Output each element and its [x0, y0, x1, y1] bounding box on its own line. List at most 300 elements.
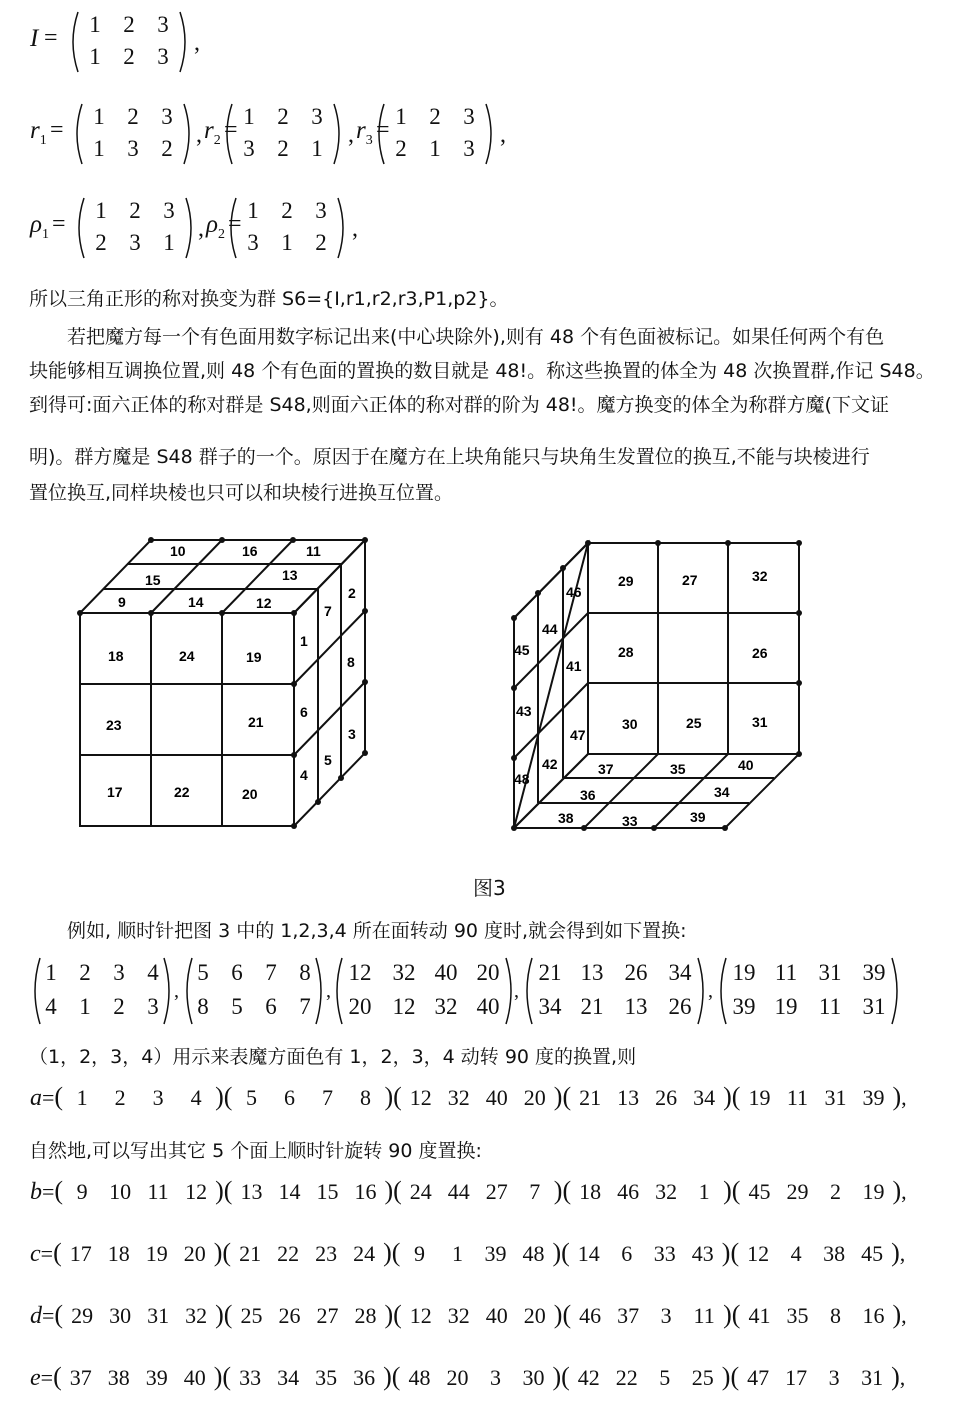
matrix-cell: 2 [127, 104, 139, 129]
cycle-element: 21 [239, 1241, 262, 1266]
comma: , [901, 1179, 907, 1204]
face-label: 20 [242, 786, 258, 802]
matrix-cell: 7 [265, 960, 277, 985]
cycle-element: 12 [409, 1085, 432, 1110]
cycle-line-a [30, 1082, 907, 1112]
cycle-element: 24 [409, 1179, 432, 1204]
cycle-element: 19 [862, 1179, 885, 1204]
open-paren: ( [393, 1082, 402, 1111]
comma: , [194, 30, 200, 56]
matrix-cell: 3 [243, 136, 255, 161]
cycle-element: 5 [659, 1365, 671, 1390]
cycle-element: 31 [824, 1085, 847, 1110]
face-label: 19 [246, 649, 262, 665]
close-paren: ) [213, 1362, 223, 1391]
close-paren: ) [384, 1082, 394, 1111]
equals-sign: = [40, 1365, 54, 1390]
cycle-element: 29 [71, 1303, 94, 1328]
cycle-element: 14 [577, 1241, 600, 1266]
equals-sign: = [376, 117, 390, 143]
cycle-element: 16 [354, 1179, 377, 1204]
cycle-element: 39 [484, 1241, 507, 1266]
cycle-element: 2 [829, 1179, 841, 1204]
face-label: 42 [542, 756, 558, 772]
cycle-element: 6 [621, 1241, 633, 1266]
face-label: 24 [179, 648, 195, 664]
cycle-element: 13 [240, 1179, 263, 1204]
matrix-cell: 1 [429, 136, 441, 161]
cycle-element: 22 [277, 1241, 300, 1266]
close-paren: ) [892, 1082, 902, 1111]
matrix-cell: 31 [862, 994, 886, 1019]
face-label: 46 [566, 584, 582, 600]
face-label: 32 [752, 568, 768, 584]
close-paren: ) [892, 1176, 902, 1205]
matrix-cell: 6 [231, 960, 243, 985]
cycle-element: 34 [693, 1085, 716, 1110]
matrix-cell: 5 [231, 994, 243, 1019]
face-label: 9 [118, 594, 126, 610]
permutation-matrix [72, 196, 198, 260]
open-paren: ( [223, 1300, 233, 1329]
face-label: 1 [300, 633, 308, 649]
face-label: 2 [348, 585, 356, 601]
face-label: 25 [686, 715, 702, 731]
cycle-element: 11 [693, 1303, 715, 1328]
close-paren: ) [892, 1300, 902, 1329]
matrix-cell: 40 [434, 960, 458, 985]
matrix-cell: 31 [818, 960, 842, 985]
matrix-cell: 12 [392, 994, 416, 1019]
matrix-cell: 4 [45, 994, 57, 1019]
comma: , [352, 216, 358, 242]
cycle-element: 15 [316, 1179, 339, 1204]
cycle-element: 1 [698, 1179, 710, 1204]
cycle-line-c [30, 1238, 905, 1268]
cycle-element: 6 [283, 1085, 295, 1110]
open-paren: ( [730, 1238, 740, 1267]
open-paren: ( [53, 1238, 62, 1267]
paragraph-line: 到得可:面六正体的称对群是 S48,则面六正体的称对群的阶为 48!。魔方换变的体全为称群方魔(下文证 [29, 394, 889, 416]
matrix-name: $\rho_1$ [30, 211, 49, 242]
cycle-element: 30 [522, 1365, 545, 1390]
cycle-element: 24 [353, 1241, 376, 1266]
open-paren: ( [562, 1176, 572, 1205]
matrix-cell: 3 [311, 104, 323, 129]
cycle-element: 12 [409, 1303, 432, 1328]
cycle-element: 3 [152, 1085, 164, 1110]
close-paren: ) [552, 1362, 562, 1391]
cycle-element: 38 [823, 1241, 846, 1266]
open-paren: ( [54, 1176, 64, 1205]
close-paren: ) [384, 1300, 394, 1329]
cycle-element: 7 [321, 1085, 333, 1110]
face-label: 37 [598, 761, 614, 777]
face-label: 36 [580, 787, 596, 803]
cycle-element: 45 [748, 1179, 771, 1204]
open-paren: ( [391, 1362, 401, 1391]
face-label: 8 [347, 654, 355, 670]
comma: , [901, 1085, 907, 1110]
paragraph-line: 置位换互,同样块棱也只可以和块棱行进换互位置。 [29, 482, 454, 504]
matrix-cell: 2 [129, 198, 141, 223]
face-label: 15 [145, 572, 161, 588]
cycle-element: 25 [240, 1303, 263, 1328]
cycle-element: 34 [277, 1365, 300, 1390]
face-label: 40 [738, 757, 754, 773]
equals-sign: = [42, 1085, 55, 1110]
cycle-element: 4 [190, 1085, 202, 1110]
close-paren: ) [723, 1082, 732, 1111]
cycle-element: 27 [316, 1303, 339, 1328]
matrix-cell: 2 [429, 104, 441, 129]
cycle-element: 12 [747, 1241, 770, 1266]
cycle-element: 36 [353, 1365, 376, 1390]
matrix-cell: 1 [247, 198, 259, 223]
comma: , [326, 980, 331, 1002]
cycle-element: 20 [523, 1085, 546, 1110]
permutation-matrix [522, 956, 708, 1026]
matrix-cell: 13 [580, 960, 604, 985]
matrix-cell: 3 [129, 230, 141, 255]
matrix-cell: 1 [163, 230, 175, 255]
cycle-element: 20 [523, 1303, 546, 1328]
close-paren: ) [383, 1238, 392, 1267]
comma: , [514, 980, 519, 1002]
open-paren: ( [223, 1176, 233, 1205]
matrix-r-row [30, 102, 510, 166]
equals-sign: = [44, 25, 58, 51]
matrix-cell: 13 [624, 994, 648, 1019]
open-paren: ( [561, 1238, 570, 1267]
open-paren: ( [54, 1300, 64, 1329]
face-label: 28 [618, 644, 634, 660]
matrix-cell: 3 [163, 198, 175, 223]
face-label: 17 [107, 784, 123, 800]
cycle-line-d [30, 1300, 907, 1330]
matrix-cell: 39 [732, 994, 756, 1019]
permutation-name: e [30, 1365, 41, 1391]
cycle-element: 19 [145, 1241, 168, 1266]
permutation-matrix [332, 956, 516, 1026]
example-text: 例如, 顺时针把图 3 中的 1,2,3,4 所在面转动 90 度时,就会得到如下置换: [29, 920, 687, 942]
face-label: 44 [542, 621, 558, 637]
comma: , [196, 122, 202, 148]
cycle-element: 35 [786, 1303, 809, 1328]
face-label: 43 [516, 703, 532, 719]
matrix-cell: 39 [862, 960, 886, 985]
permutation-matrix [180, 956, 328, 1026]
cycle-element: 45 [861, 1241, 884, 1266]
face-label: 38 [558, 810, 574, 826]
close-paren: ) [213, 1238, 223, 1267]
face-label: 41 [566, 658, 582, 674]
group-statement: 所以三角正形的称对换变为群 S6={I,r1,r2,r3,P1,p2}。 [29, 288, 509, 310]
close-paren: ) [553, 1082, 563, 1111]
close-paren: ) [721, 1238, 731, 1267]
face-label: 14 [188, 594, 204, 610]
cycle-element: 9 [413, 1241, 425, 1266]
permutation-matrix [220, 102, 346, 166]
cycle-element: 5 [245, 1085, 257, 1110]
equals-sign: = [228, 211, 242, 237]
permutation-name: c [30, 1241, 41, 1267]
matrix-cell: 11 [818, 994, 842, 1019]
open-paren: ( [223, 1082, 233, 1111]
matrix-cell: 3 [113, 960, 125, 985]
matrix-cell: 1 [93, 104, 105, 129]
close-paren: ) [215, 1300, 224, 1329]
matrix-cell: 5 [197, 960, 209, 985]
permutation-matrix [224, 196, 350, 260]
open-paren: ( [731, 1082, 741, 1111]
matrix-cell: 8 [197, 994, 209, 1019]
face-label: 23 [106, 717, 122, 733]
cycle-element: 40 [485, 1303, 508, 1328]
equals-sign: = [42, 1303, 55, 1328]
equals-sign: = [224, 117, 238, 143]
cycle-element: 46 [579, 1303, 602, 1328]
open-paren: ( [53, 1362, 62, 1391]
close-paren: ) [721, 1362, 731, 1391]
open-paren: ( [54, 1082, 64, 1111]
matrix-cell: 11 [774, 960, 798, 985]
face-label: 35 [670, 761, 686, 777]
matrix-cell: 2 [395, 136, 407, 161]
cycle-element: 13 [617, 1085, 640, 1110]
matrix-cell: 8 [299, 960, 311, 985]
cycle-element: 35 [315, 1365, 338, 1390]
cycle-element: 40 [183, 1365, 206, 1390]
cycle-element: 28 [354, 1303, 377, 1328]
face-label: 34 [714, 784, 730, 800]
equals-sign: = [40, 1241, 54, 1266]
cycle-element: 46 [617, 1179, 640, 1204]
cycle-element: 39 [145, 1365, 168, 1390]
open-paren: ( [731, 1300, 741, 1329]
matrix-cell: 3 [247, 230, 259, 255]
face-label: 18 [108, 648, 124, 664]
cycle-element: 1 [451, 1241, 463, 1266]
cycle-element: 7 [529, 1179, 541, 1204]
open-paren: ( [393, 1300, 402, 1329]
matrix-cell: 26 [668, 994, 692, 1019]
figure-caption: 图3 [473, 876, 506, 900]
cycle-element: 41 [748, 1303, 771, 1328]
matrix-cell: 7 [299, 994, 311, 1019]
permutation-matrix [716, 956, 902, 1026]
matrix-cell: 1 [281, 230, 293, 255]
cycle-element: 27 [485, 1179, 508, 1204]
open-paren: ( [562, 1082, 572, 1111]
close-paren: ) [723, 1176, 732, 1205]
cycle-element: 37 [69, 1365, 92, 1390]
matrix-cell: 32 [434, 994, 458, 1019]
cycle-element: 20 [446, 1365, 469, 1390]
face-label: 13 [282, 567, 298, 583]
matrix-cell: 3 [315, 198, 327, 223]
matrix-cell: 3 [463, 104, 475, 129]
open-paren: ( [391, 1238, 401, 1267]
face-label: 31 [752, 714, 768, 730]
comma: , [899, 1241, 906, 1266]
cycle-element: 48 [522, 1241, 545, 1266]
matrix-cell: 3 [161, 104, 173, 129]
face-label: 47 [570, 727, 586, 743]
close-paren: ) [552, 1238, 562, 1267]
paragraph-line: 块能够相互调换位置,则 48 个有色面的置换的数目就是 48!。称这些换置的体全为 48 次换置群,作记 S48。 [29, 360, 935, 382]
equals-sign: = [50, 117, 64, 143]
cycle-element: 31 [861, 1365, 884, 1390]
cycle-element: 22 [615, 1365, 638, 1390]
paragraph-line: 明)。群方魔是 S48 群子的一个。原因于在魔方在上块角能只与块角生发置位的换互,不能与块棱进行 [29, 446, 870, 468]
matrix-cell: 2 [277, 104, 289, 129]
cycle-element: 12 [185, 1179, 208, 1204]
equals-sign: = [52, 211, 66, 237]
matrix-cell: 2 [161, 136, 173, 161]
face-label: 5 [324, 752, 332, 768]
matrix-cell: 21 [538, 960, 562, 985]
close-paren: ) [383, 1362, 392, 1391]
comma: , [174, 980, 179, 1002]
permutation-matrix [28, 956, 176, 1026]
face-label: 6 [300, 704, 308, 720]
matrix-cell: 2 [123, 12, 135, 37]
matrix-cell: 3 [147, 994, 159, 1019]
close-paren: ) [215, 1176, 224, 1205]
cycle-element: 17 [69, 1241, 92, 1266]
matrix-cell: 34 [668, 960, 692, 985]
matrix-cell: 19 [732, 960, 756, 985]
permutation-matrix [70, 102, 196, 166]
open-paren: ( [561, 1362, 570, 1391]
cycle-element: 43 [691, 1241, 714, 1266]
comma: , [198, 216, 204, 242]
cycle-element: 26 [278, 1303, 301, 1328]
matrix-cell: 1 [89, 12, 101, 37]
face-label: 7 [324, 603, 332, 619]
cycle-element: 8 [829, 1303, 841, 1328]
matrix-cell: 1 [93, 136, 105, 161]
cycle-element: 47 [747, 1365, 770, 1390]
close-paren: ) [891, 1238, 900, 1267]
close-paren: ) [723, 1300, 732, 1329]
matrix-cell: 1 [95, 198, 107, 223]
equals-sign: = [42, 1179, 55, 1204]
cycle-element: 32 [447, 1303, 470, 1328]
matrix-cell: 21 [580, 994, 604, 1019]
cycle-element: 11 [786, 1085, 809, 1110]
face-label: 30 [622, 716, 638, 732]
matrix-cell: 1 [395, 104, 407, 129]
matrix-rho-row [30, 196, 370, 260]
face-label: 26 [752, 645, 768, 661]
matrix-cell: 2 [79, 960, 91, 985]
paragraph-line: 若把魔方每一个有色面用数字标记出来(中心块除外),则有 48 个有色面被标记。如果任何两个有色 [29, 326, 885, 348]
close-paren: ) [215, 1082, 224, 1111]
cycle-element: 33 [239, 1365, 262, 1390]
comma: , [901, 1303, 907, 1328]
cycle-element: 32 [447, 1085, 470, 1110]
permutation-name: b [30, 1179, 42, 1205]
permutation-name: a [30, 1085, 42, 1111]
cycle-element: 39 [862, 1085, 885, 1110]
cycle-element: 40 [485, 1085, 508, 1110]
matrix-cell: 2 [281, 198, 293, 223]
cycle-element: 14 [278, 1179, 301, 1204]
cycle-element: 33 [653, 1241, 676, 1266]
comma: , [500, 122, 506, 148]
cycle-element: 44 [447, 1179, 470, 1204]
permutation-matrix [66, 10, 192, 74]
matrix-cell: 2 [315, 230, 327, 255]
matrix-cell: 20 [348, 994, 372, 1019]
face-label: 3 [348, 726, 356, 742]
matrix-name: $r_2$ [204, 117, 221, 148]
matrix-cell: 32 [392, 960, 416, 985]
matrix-cell: 1 [243, 104, 255, 129]
face-label: 4 [300, 767, 308, 783]
open-paren: ( [730, 1362, 740, 1391]
cube-figure-left [60, 530, 390, 830]
face-label: 29 [618, 573, 634, 589]
matrix-cell: 3 [463, 136, 475, 161]
cycle-element: 25 [691, 1365, 714, 1390]
cycle-line-b [30, 1176, 907, 1206]
matrix-cell: 1 [311, 136, 323, 161]
face-label: 27 [682, 572, 698, 588]
cycle-element: 9 [76, 1179, 88, 1204]
natural-note: 自然地,可以写出其它 5 个面上顺时针旋转 90 度置换: [29, 1140, 482, 1162]
cycle-element: 8 [359, 1085, 371, 1110]
close-paren: ) [891, 1362, 900, 1391]
matrix-cell: 26 [624, 960, 648, 985]
cycle-element: 18 [579, 1179, 602, 1204]
matrix-cell: 2 [113, 994, 125, 1019]
open-paren: ( [731, 1176, 741, 1205]
cycle-element: 31 [147, 1303, 170, 1328]
cycle-element: 3 [489, 1365, 501, 1390]
cycle-element: 4 [790, 1241, 802, 1266]
face-label: 39 [690, 809, 706, 825]
cycle-element: 21 [579, 1085, 602, 1110]
cycle-element: 32 [185, 1303, 208, 1328]
matrix-cell: 4 [147, 960, 159, 985]
cycle-element: 26 [655, 1085, 678, 1110]
matrix-cell: 40 [476, 994, 500, 1019]
matrix-cell: 12 [348, 960, 372, 985]
cycle-element: 16 [862, 1303, 885, 1328]
matrix-name: $r_3$ [356, 117, 373, 148]
matrix-I-row [30, 10, 230, 74]
cycle-element: 19 [748, 1085, 771, 1110]
matrix-cell: 2 [277, 136, 289, 161]
open-paren: ( [222, 1362, 232, 1391]
face-label: 12 [256, 595, 272, 611]
matrix-name: I [30, 25, 39, 52]
matrix-cell: 2 [123, 44, 135, 69]
matrix-name: $r_1$ [30, 117, 47, 148]
face-label: 11 [306, 543, 321, 559]
open-paren: ( [393, 1176, 402, 1205]
open-paren: ( [562, 1300, 572, 1329]
face-label: 45 [514, 642, 530, 658]
matrix-name: $\rho_2$ [206, 211, 225, 242]
cycle-element: 30 [109, 1303, 132, 1328]
comma: , [708, 980, 713, 1002]
comma: , [899, 1365, 906, 1390]
face-label: 21 [248, 714, 264, 730]
